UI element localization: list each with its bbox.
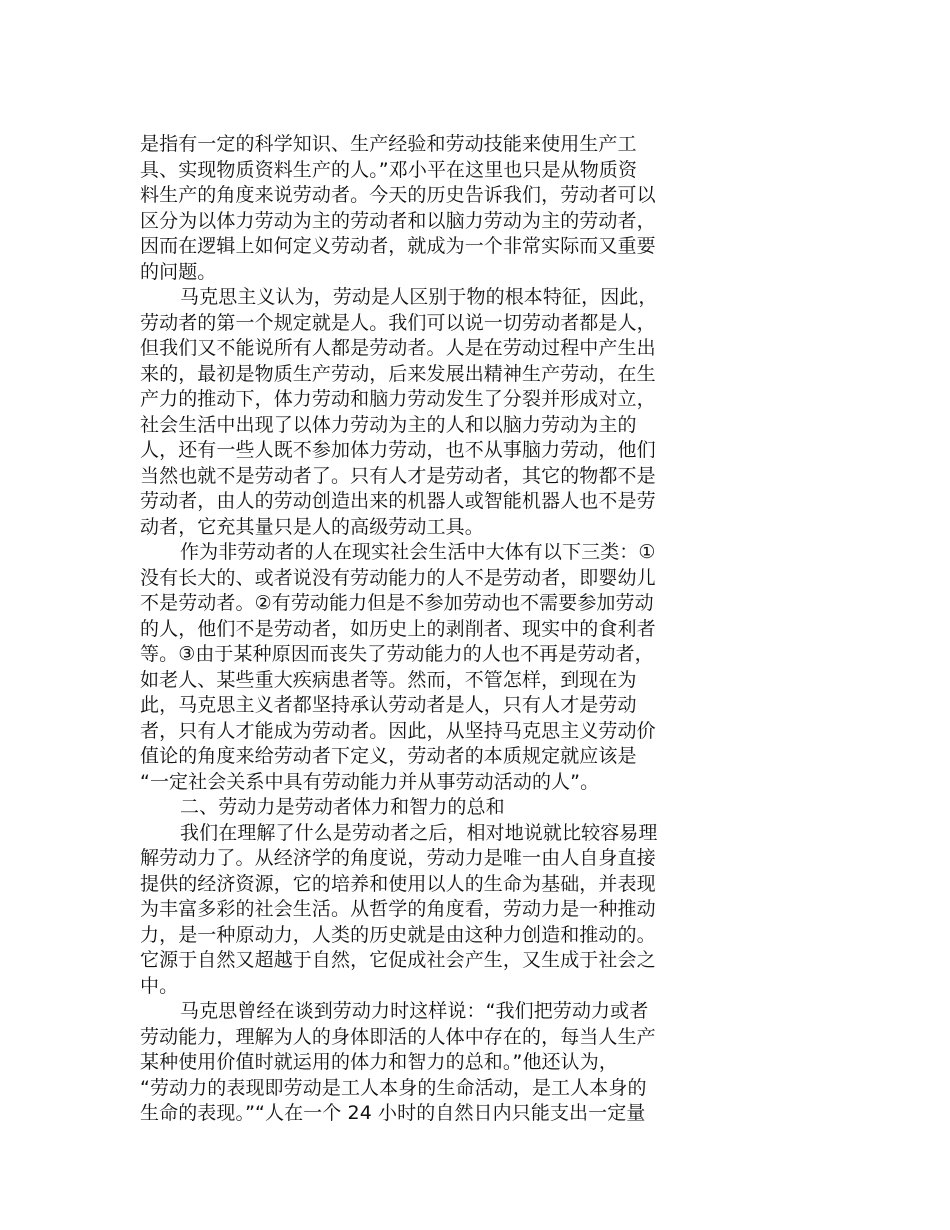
text-line: 劳动能力，理解为人的身体即活的人体中存在的，每当人生产 [140,1025,656,1048]
text-line: 为丰富多彩的社会生活。从哲学的角度看，劳动力是一种推动 [140,898,656,920]
text-line: 劳动者，由人的劳动创造出来的机器人或智能机器人也不是劳 [140,490,656,512]
text-line: 区分为以体力劳动为主的劳动者和以脑力劳动为主的劳动者， [140,209,656,232]
text-line: 来的，最初是物质生产劳动，后来发展出精神生产劳动，在生 [140,362,656,385]
text-line: 作为非劳动者的人在现实社会生活中大体有以下三类：① [180,541,656,563]
text-line: 它源于自然又超越于自然，它促成社会产生，又生成于社会之 [140,949,656,971]
text-line: 劳动者的第一个规定就是人。我们可以说一切劳动者都是人， [140,311,656,334]
text-line: 动者，它充其量只是人的高级劳动工具。 [140,515,484,538]
text-line: 因而在逻辑上如何定义劳动者，就成为一个非常实际而又重要 [140,235,656,257]
text-line: 没有长大的、或者说没有劳动能力的人不是劳动者，即婴幼儿 [140,566,656,589]
text-line: 此，马克思主义者都坚持承认劳动者是人，只有人才是劳动 [140,694,637,716]
text-line: 的问题。 [140,260,217,283]
text-line: 者，只有人才能成为劳动者。因此，从坚持马克思主义劳动价 [140,719,656,742]
text-line: 但我们又不能说所有人都是劳动者。人是在劳动过程中产生出 [140,337,656,359]
text-line: 某种使用价值时就运用的体力和智力的总和。”他还认为， [140,1051,618,1073]
text-line: 提供的经济资源，它的培养和使用以人的生命为基础，并表现 [140,872,656,895]
text-line: 的人，他们不是劳动者，如历史上的剥削者、现实中的食利者 [140,617,656,640]
text-line: 当然也就不是劳动者了。只有人才是劳动者，其它的物都不是 [140,464,656,487]
text-line: 产力的推动下，体力劳动和脑力劳动发生了分裂并形成对立， [140,388,656,410]
text-line: 力，是一种原动力，人类的历史就是由这种力创造和推动的。 [140,923,656,946]
text-line: 解劳动力了。从经济学的角度说，劳动力是唯一由人自身直接 [140,847,656,869]
text-line: 中。 [140,974,179,997]
text-line: 我们在理解了什么是劳动者之后，相对地说就比较容易理 [180,821,658,844]
text-line: 值论的角度来给劳动者下定义，劳动者的本质规定就应该是 [140,745,637,767]
text-line: 不是劳动者。②有劳动能力但是不参加劳动也不需要参加劳动 [140,592,654,614]
text-line: 是指有一定的科学知识、生产经验和劳动技能来使用生产工 [140,133,637,155]
text-line: 料生产的角度来说劳动者。今天的历史告诉我们，劳动者可以 [140,184,656,206]
text-line: 马克思曾经在谈到劳动力时这样说：“我们把劳动力或者 [180,1000,649,1022]
document-body [140,132,740,1127]
text-line: 二、劳动力是劳动者体力和智力的总和 [180,796,505,818]
text-line: 人，还有一些人既不参加体力劳动，也不从事脑力劳动，他们 [140,439,656,461]
text-line: 如老人、某些重大疾病患者等。然而，不管怎样，到现在为 [140,668,637,691]
text-line: “一定社会关系中具有劳动能力并从事劳动活动的人”。 [140,770,600,793]
text-line: 马克思主义认为，劳动是人区别于物的根本特征，因此， [180,286,658,308]
text-line: 等。③由于某种原因而丧失了劳动能力的人也不再是劳动者， [140,643,654,665]
text-line: “劳动力的表现即劳动是工人本身的生命活动，是工人本身的 [140,1076,647,1099]
text-line: 社会生活中出现了以体力劳动为主的人和以脑力劳动为主的 [140,413,637,436]
text-line: 具、实现物质资料生产的人。”邓小平在这里也只是从物质资 [140,158,638,181]
text-line: 生命的表现。”“人在一个 24 小时的自然日内只能支出一定量 [140,1102,646,1124]
